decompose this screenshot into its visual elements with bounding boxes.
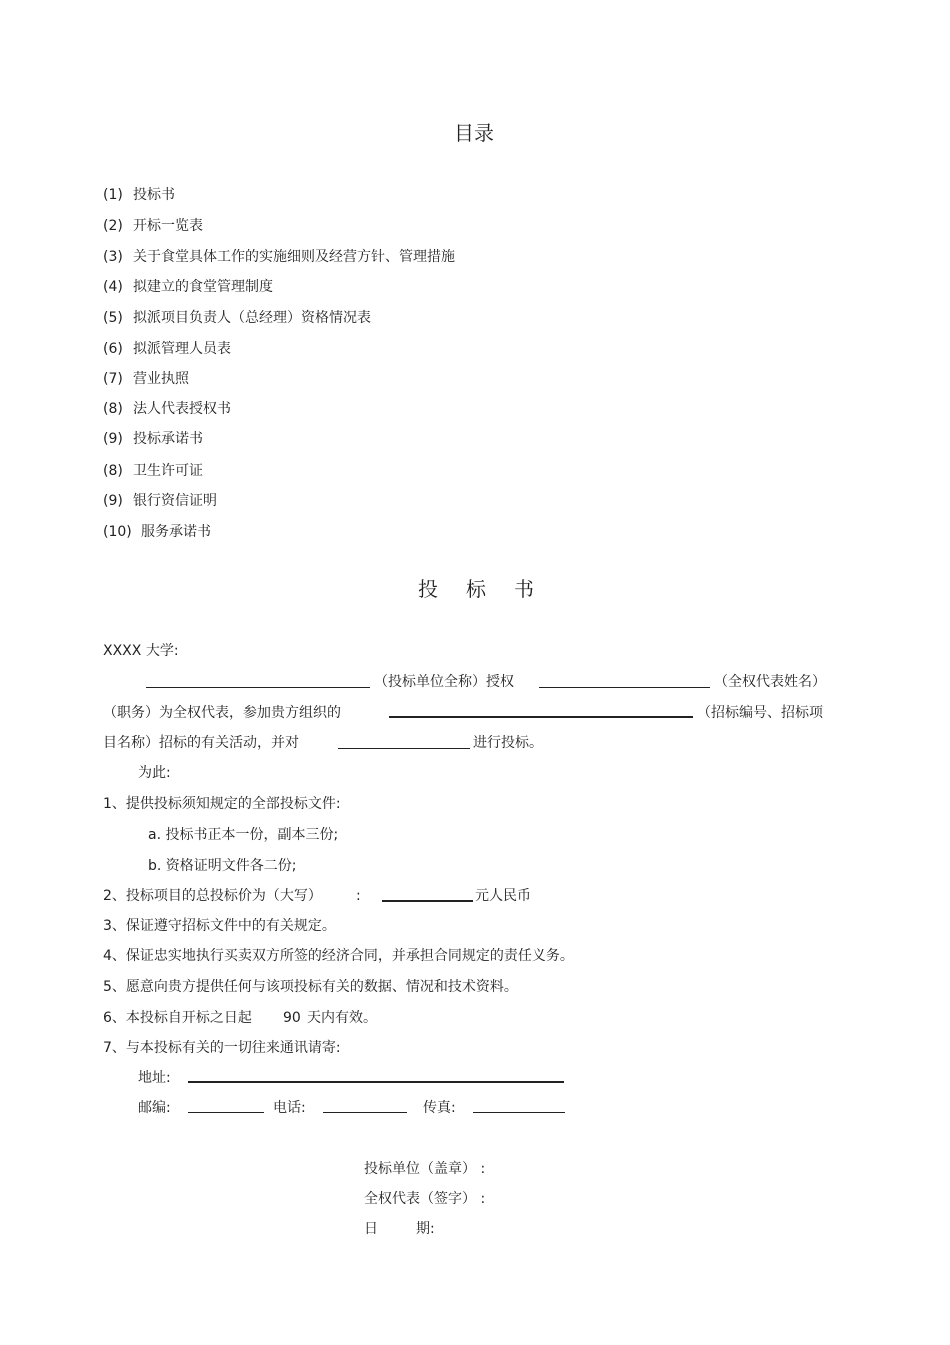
wei-ci: 为此: <box>138 765 171 781</box>
toc-item-number: (1) <box>103 187 123 203</box>
item-7: 7、与本投标有关的一切往来通讯请寄: <box>103 1040 341 1056</box>
item-4: 4、保证忠实地执行买卖双方所签的经济合同，并承担合同规定的责任义务。 <box>103 948 574 964</box>
item-5: 5、愿意向贵方提供任何与该项投标有关的数据、情况和技术资料。 <box>103 979 518 995</box>
line3-text-b: 进行投标。 <box>473 735 543 751</box>
phone-label: 电话: <box>273 1100 306 1116</box>
line2-text-b: （招标编号、招标项 <box>697 705 823 721</box>
blank-tender-number[interactable] <box>389 716 693 718</box>
toc-item-label: 拟派项目负责人（总经理）资格情况表 <box>133 310 371 326</box>
salutation: XXXX 大学: <box>103 643 179 659</box>
blank-bidder-name[interactable] <box>146 687 370 688</box>
line3-text-a: 目名称）招标的有关活动，并对 <box>103 735 299 751</box>
blank-fax[interactable] <box>473 1112 565 1113</box>
toc-item <box>103 341 231 357</box>
toc-item-number: (10) <box>103 524 132 540</box>
toc-item <box>103 371 189 387</box>
line1-text-a: （投标单位全称）授权 <box>374 674 514 690</box>
line2-text-a: （职务）为全权代表，参加贵方组织的 <box>103 705 341 721</box>
toc-item-number: (7) <box>103 371 123 387</box>
toc-item <box>103 401 231 417</box>
toc-item-number: (9) <box>103 431 123 447</box>
signature-unit: 投标单位（盖章） : <box>364 1161 486 1177</box>
blank-postcode[interactable] <box>188 1112 264 1113</box>
toc-item-label: 关于食堂具体工作的实施细则及经营方针、管理措施 <box>133 249 455 265</box>
fax-label: 传真: <box>423 1100 456 1116</box>
item-1b: b. 资格证明文件各二份; <box>148 858 297 874</box>
toc-item <box>103 249 455 265</box>
item-2-unit: 元人民币 <box>475 888 531 904</box>
toc-item <box>103 431 203 447</box>
toc-item-label: 银行资信证明 <box>133 493 217 509</box>
signature-rep: 全权代表（签字） : <box>364 1191 486 1207</box>
item-2-text: 2、投标项目的总投标价为（大写） <box>103 888 322 904</box>
signature-date-a: 日 <box>364 1221 378 1237</box>
blank-project[interactable] <box>338 748 470 749</box>
toc-item-label: 拟建立的食堂管理制度 <box>133 279 273 295</box>
blank-rep-name[interactable] <box>539 687 710 688</box>
item-6-text-b: 天内有效。 <box>307 1010 377 1026</box>
toc-item-number: (6) <box>103 341 123 357</box>
toc-item-number: (8) <box>103 463 123 479</box>
toc-item <box>103 279 273 295</box>
address-label: 地址: <box>138 1070 171 1086</box>
toc-item-number: (5) <box>103 310 123 326</box>
toc-item <box>103 187 175 203</box>
toc-item <box>103 524 211 540</box>
postcode-label: 邮编: <box>138 1100 171 1116</box>
item-6-text-a: 6、本投标自开标之日起 <box>103 1010 252 1026</box>
item-1a: a. 投标书正本一份，副本三份; <box>148 827 339 843</box>
toc-item-label: 开标一览表 <box>133 218 203 234</box>
item-6-days: 90 <box>283 1010 301 1026</box>
toc-item <box>103 218 203 234</box>
toc-item <box>103 463 203 479</box>
toc-item-label: 拟派管理人员表 <box>133 341 231 357</box>
item-3: 3、保证遵守招标文件中的有关规定。 <box>103 918 336 934</box>
blank-total-price[interactable] <box>382 900 473 902</box>
toc-item-label: 服务承诺书 <box>141 524 211 540</box>
toc-item <box>103 310 371 326</box>
blank-address[interactable] <box>188 1081 564 1083</box>
toc-item-label: 法人代表授权书 <box>133 401 231 417</box>
toc-item-label: 投标承诺书 <box>133 431 203 447</box>
toc-item-number: (9) <box>103 493 123 509</box>
toc-title: 目录 <box>454 121 494 145</box>
toc-item-label: 卫生许可证 <box>133 463 203 479</box>
item-2-colon: : <box>356 888 361 904</box>
toc-item-number: (4) <box>103 279 123 295</box>
toc-item-label: 投标书 <box>133 187 175 203</box>
toc-item-number: (2) <box>103 218 123 234</box>
toc-item <box>103 493 217 509</box>
toc-item-number: (8) <box>103 401 123 417</box>
signature-date-b: 期: <box>416 1221 435 1237</box>
item-1: 1、提供投标须知规定的全部投标文件: <box>103 796 341 812</box>
toc-item-label: 营业执照 <box>133 371 189 387</box>
bid-title: 投标书 <box>418 577 562 601</box>
blank-phone[interactable] <box>323 1112 407 1113</box>
toc-item-number: (3) <box>103 249 123 265</box>
line1-text-b: （全权代表姓名） <box>714 674 826 690</box>
